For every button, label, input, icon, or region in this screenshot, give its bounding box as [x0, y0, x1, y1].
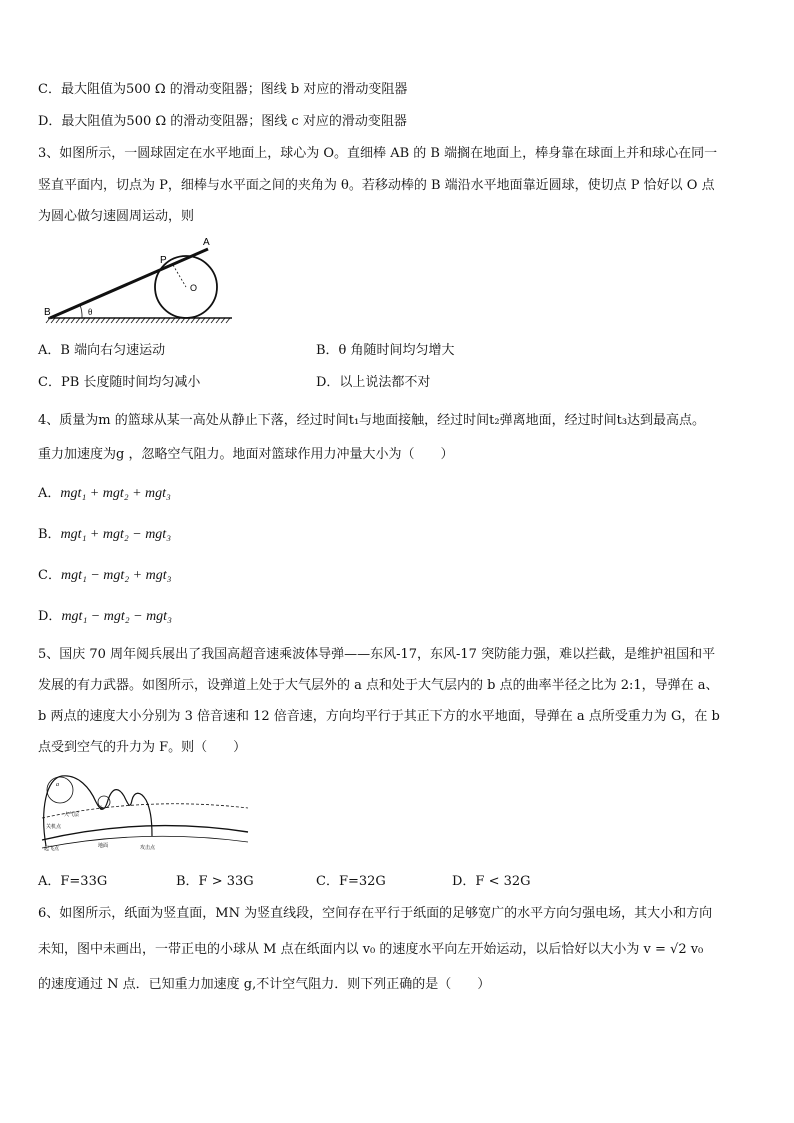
q4-option-a — [38, 486, 171, 502]
q4-option-c — [38, 568, 171, 584]
q3-option-c: C．PB 长度随时间均匀减小 — [38, 375, 201, 390]
q3-label-theta: θ — [88, 307, 93, 317]
q4-option-b-label: B． — [38, 527, 61, 542]
q5-option-a: A．F=33G — [38, 874, 108, 889]
q5-option-b: B．F > 33G — [176, 874, 254, 889]
q5-label-ground: 地面 — [98, 843, 109, 849]
q3-option-a: A．B 端向右匀速运动 — [38, 343, 166, 358]
q5-stem-line-4: 点受到空气的升力为 F。则（ ） — [38, 740, 247, 755]
q4-option-c-formula: mgt₁ − mgt₂ + mgt₃ — [60, 568, 172, 583]
q4-option-d-formula: mgt₁ − mgt₂ − mgt₃ — [61, 609, 172, 624]
q6-stem-line-1: 6、如图所示，纸面为竖直面，MN 为竖直线段，空间存在平行于纸面的足够宽广的水平方向匀强电场，其大小和方向 — [38, 906, 713, 921]
q3-option-b: B．θ 角随时间均匀增大 — [316, 343, 455, 358]
q3-figure — [40, 232, 240, 327]
q4-option-a-formula: mgt₁ + mgt₂ + mgt₃ — [60, 486, 171, 501]
q5-stem-line-1: 5、国庆 70 周年阅兵展出了我国高超音速乘波体导弹——东风-17，东风-17 突防能力强，难以拦截，是维护祖国和平 — [38, 647, 716, 662]
q5-label-b: b — [100, 806, 103, 812]
q3-option-d: D．以上说法都不对 — [316, 375, 431, 390]
q2-option-d: D．最大阻值为500 Ω 的滑动变阻器；图线 c 对应的滑动变阻器 — [38, 114, 407, 129]
q3-stem-line-1: 3、如图所示，一圆球固定在水平地面上，球心为 O。直细棒 AB 的 B 端搁在地面上，棒身靠在球面上并和球心在同一 — [38, 146, 718, 161]
q4-option-d — [38, 609, 172, 625]
q4-stem-line-1: 4、质量为m 的篮球从某一高处从静止下落，经过时间t₁与地面接触，经过时间t₂弹离地面，经过时间t₃达到最高点。 — [38, 413, 706, 428]
q3-stem-line-3: 为圆心做匀速圆周运动，则 — [38, 209, 195, 224]
q5-stem-line-2: 发展的有力武器。如图所示，设弹道上处于大气层外的 a 点和处于大气层内的 b 点的曲率半径之比为 2:1，导弹在 a、 — [38, 678, 719, 693]
q6-stem-line-2: 未知，图中未画出，一带正电的小球从 M 点在纸面内以 v₀ 的速度水平向左开始运动，以后恰好以大小为 v = √2 v₀ — [38, 942, 704, 957]
q4-option-c-label: C． — [38, 568, 61, 583]
q4-option-b — [38, 527, 171, 543]
q3-label-b: B — [44, 307, 51, 318]
q3-label-a: A — [203, 237, 210, 248]
q3-stem-line-2: 竖直平面内，切点为 P，细棒与水平面之间的夹角为 θ。若移动棒的 B 端沿水平地面靠近圆球，使切点 P 恰好以 O 点 — [38, 178, 715, 193]
q4-option-d-label: D． — [38, 609, 62, 624]
q6-stem-line-3: 的速度通过 N 点．已知重力加速度 g,不计空气阻力．则下列正确的是（ ） — [38, 977, 491, 992]
q2-option-c: C．最大阻值为500 Ω 的滑动变阻器；图线 b 对应的滑动变阻器 — [38, 82, 408, 97]
q5-label-shutdown: 关机点 — [46, 824, 62, 830]
q5-label-hit: 攻击点 — [140, 845, 156, 851]
q5-label-a: a — [56, 782, 59, 788]
q4-stem-line-2: 重力加速度为g ，忽略空气阻力。地面对篮球作用力冲量大小为（ ） — [38, 447, 454, 462]
q4-option-b-formula: mgt₁ + mgt₂ − mgt₃ — [60, 527, 172, 542]
q4-option-a-label: A． — [38, 486, 61, 501]
q5-label-launch: 起飞点 — [44, 846, 60, 852]
q5-option-c: C．F=32G — [316, 874, 386, 889]
q5-stem-line-3: b 两点的速度大小分别为 3 倍音速和 12 倍音速，方向均平行于其正下方的水平地面，导弹在 a 点所受重力为 G，在 b — [38, 709, 720, 724]
q3-label-o: O — [190, 283, 198, 293]
q5-figure — [38, 770, 250, 852]
q3-label-p: P — [160, 255, 167, 266]
q5-label-atmosphere: 大气层 — [64, 812, 80, 818]
q5-option-d: D．F < 32G — [452, 874, 531, 889]
